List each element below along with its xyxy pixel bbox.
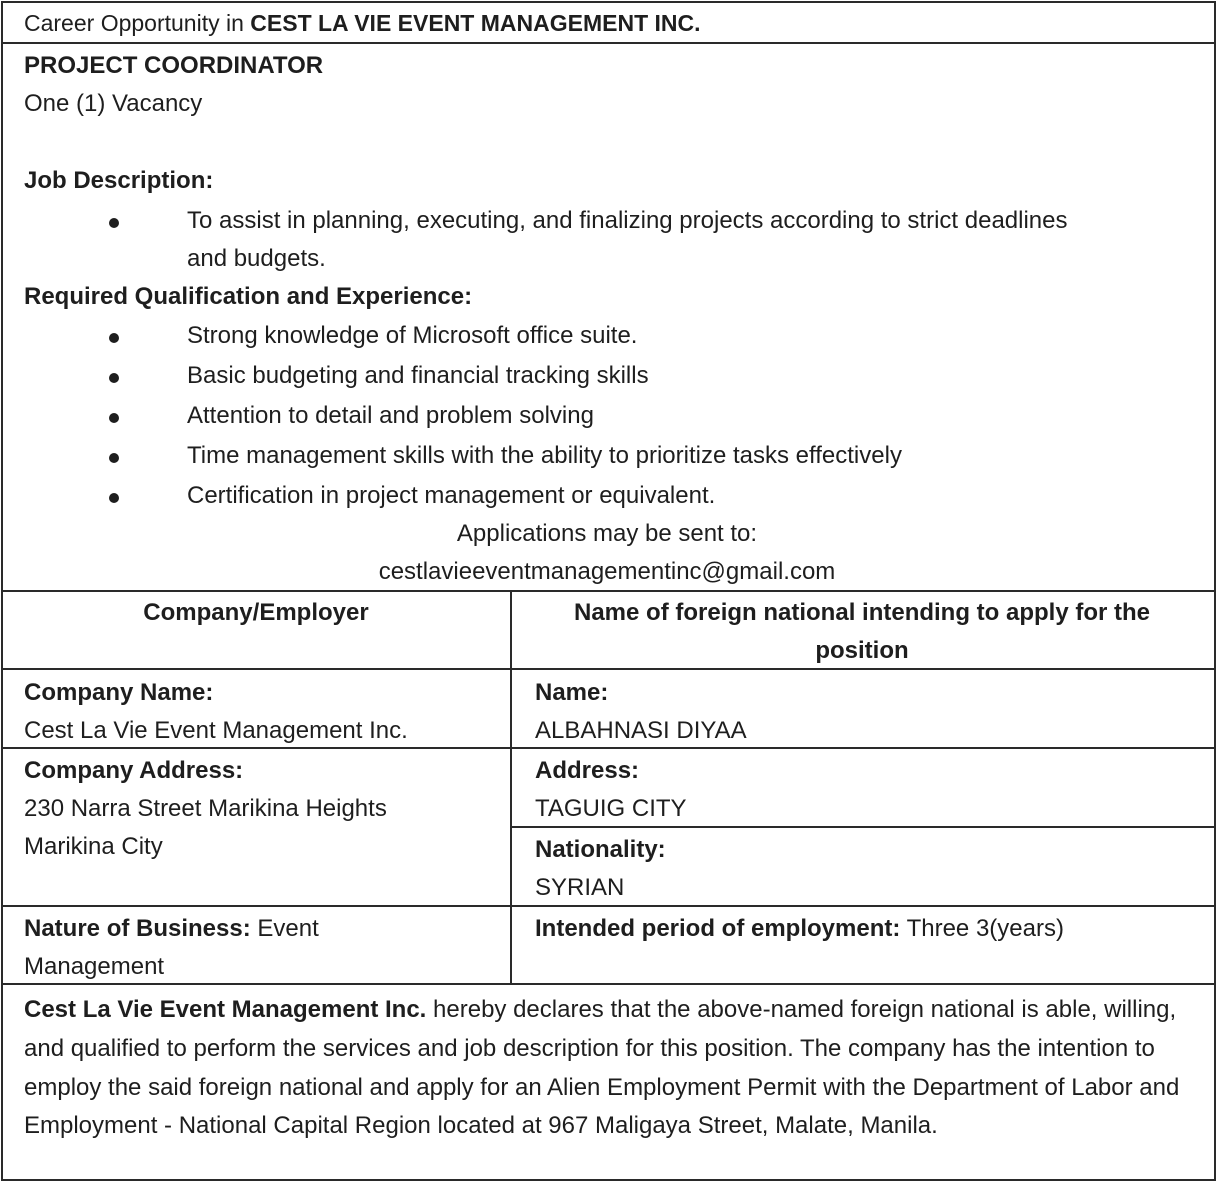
- company-name-label: Company Name:: [24, 679, 214, 706]
- divider-right-nationality: [512, 826, 1216, 828]
- applicant-address-value: TAGUIG CITY: [535, 795, 687, 822]
- col-header-employer: Company/Employer: [143, 599, 369, 626]
- bullet-icon: [109, 493, 119, 503]
- qualification-item: Strong knowledge of Microsoft office suite.: [187, 322, 638, 349]
- header-company: CEST LA VIE EVENT MANAGEMENT INC.: [250, 10, 701, 36]
- divider-header: [1, 42, 1216, 44]
- job-title: PROJECT COORDINATOR: [24, 52, 324, 79]
- qualification-item: Basic budgeting and financial tracking skills: [187, 362, 649, 389]
- nature-label: Nature of Business:: [24, 915, 251, 942]
- nature-value: Event: [250, 915, 319, 942]
- bullet-icon: [109, 413, 119, 423]
- header-prefix: Career Opportunity in: [24, 10, 251, 36]
- divider-row-name: [1, 747, 1216, 749]
- header-title: [24, 12, 701, 35]
- apply-email[interactable]: cestlavieeventmanagementinc@gmail.com: [378, 558, 836, 585]
- qualification-item: Attention to detail and problem solving: [187, 402, 594, 429]
- bullet-icon: [109, 373, 119, 383]
- qualification-item: Certification in project management or equivalent.: [187, 482, 716, 509]
- nature-value-cont: Management: [24, 953, 165, 980]
- job-vacancy: One (1) Vacancy: [24, 90, 203, 117]
- job-description-label: Job Description:: [24, 167, 214, 194]
- company-address-line2: Marikina City: [24, 833, 163, 860]
- declaration-paragraph: [24, 991, 1194, 1146]
- period-label: Intended period of employment:: [535, 915, 901, 942]
- divider-table-bottom: [1, 983, 1216, 985]
- company-name-value: Cest La Vie Event Management Inc.: [24, 717, 408, 744]
- employment-period: [535, 917, 1064, 941]
- applicant-name-value: ALBAHNASI DIYAA: [535, 717, 747, 744]
- divider-row-address: [1, 905, 1216, 907]
- apply-label: Applications may be sent to:: [456, 520, 758, 547]
- qualification-item: Time management skills with the ability to prioritize tasks effectively: [187, 442, 902, 469]
- nature-of-business: [24, 917, 319, 941]
- job-description-line1: To assist in planning, executing, and finalizing projects according to strict deadlines: [187, 207, 1068, 234]
- applicant-address-label: Address:: [535, 757, 640, 784]
- divider-table-header: [1, 668, 1216, 670]
- qualifications-label: Required Qualification and Experience:: [24, 283, 473, 310]
- nationality-label: Nationality:: [535, 836, 666, 863]
- col-header-foreign-national: Name of foreign national intending to apply for the: [574, 599, 1150, 626]
- company-address-label: Company Address:: [24, 757, 244, 784]
- company-address-line1: 230 Narra Street Marikina Heights: [24, 795, 387, 822]
- bullet-icon: [109, 218, 119, 228]
- job-description-line2: and budgets.: [187, 245, 326, 272]
- declaration-company: Cest La Vie Event Management Inc.: [24, 996, 427, 1023]
- applicant-name-label: Name:: [535, 679, 609, 706]
- nationality-value: SYRIAN: [535, 874, 625, 901]
- period-value: Three 3(years): [900, 915, 1064, 942]
- bullet-icon: [109, 333, 119, 343]
- bullet-icon: [109, 453, 119, 463]
- col-header-foreign-national-cont: position: [815, 637, 909, 664]
- divider-table-top: [1, 590, 1216, 592]
- declaration-text: hereby declares that the above-named foreign national is able, willing, and qualified to perform the services and job description for this position. The company has the intention to employ the said foreign national and apply for an Alien Employment Permit with the Department of Labor and Employment - National Capital Region located at 967 Maligaya Street, Malate, Manila.: [24, 996, 1180, 1140]
